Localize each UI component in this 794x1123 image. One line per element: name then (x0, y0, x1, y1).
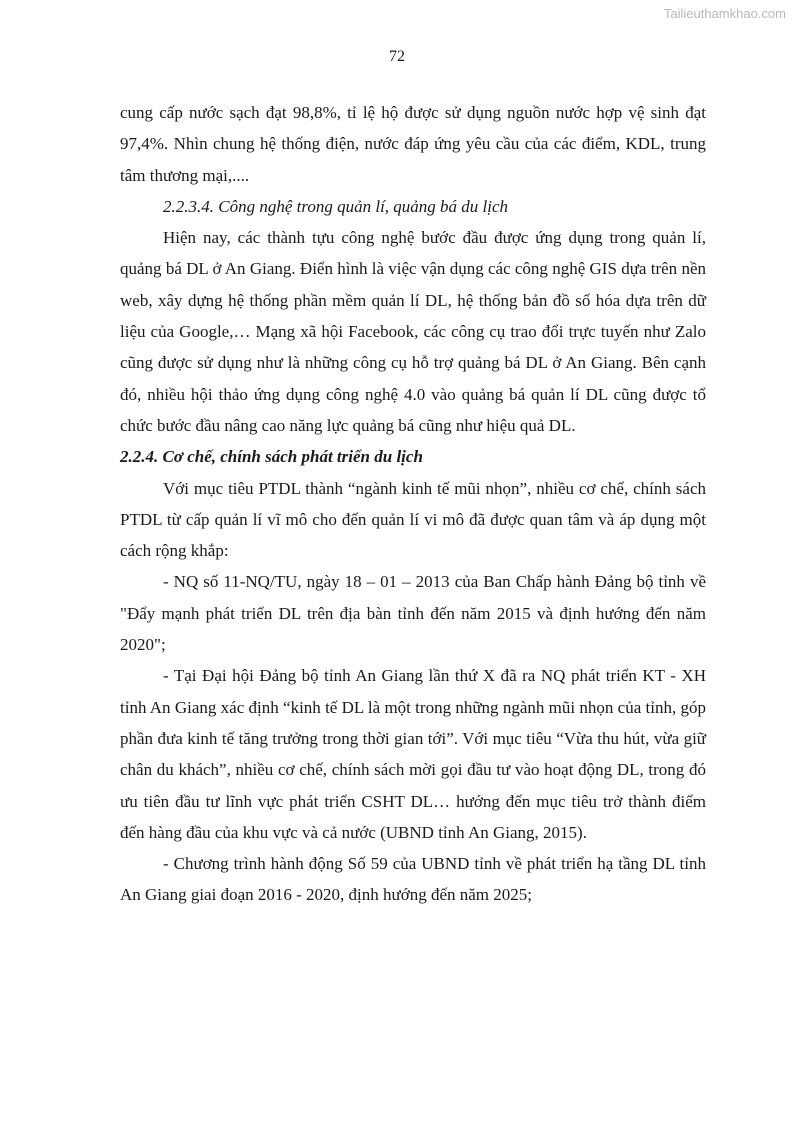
paragraph-policy-intro: Với mục tiêu PTDL thành “ngành kinh tế mũi nhọn”, nhiều cơ chế, chính sách PTDL từ cấp quản lí vĩ mô cho đến quản lí vi mô đã được quan tâm và áp dụng một cách rộng khắp: (120, 478, 706, 561)
paragraph-technology: Hiện nay, các thành tựu công nghệ bước đầu được ứng dụng trong quản lí, quảng bá DL ở An Giang. Điển hình là việc vận dụng các công nghệ GIS dựa trên nền web, xây dựng hệ thống phần mềm quản lí DL, hệ thống bản đồ số hóa dựa trên dữ liệu của Google,… Mạng xã hội Facebook, các công cụ trao đổi trực tuyến như Zalo cũng được sử dụng như là những công cụ hỗ trợ quảng bá DL ở An Giang. Bên cạnh đó, nhiều hội thảo ứng dụng công nghệ 4.0 vào quảng bá quản lí DL cũng được tổ chức bước đầu nâng cao năng lực quảng bá cũng như hiệu quả DL. (120, 228, 706, 435)
list-item-resolution: - NQ số 11-NQ/TU, ngày 18 – 01 – 2013 của Ban Chấp hành Đảng bộ tỉnh về "Đẩy mạnh phát triển DL trên địa bàn tỉnh đến năm 2015 và định hướng đến năm 2020"; (120, 572, 706, 655)
subsection-heading-technology: 2.2.3.4. Công nghệ trong quản lí, quảng bá du lịch (163, 196, 509, 216)
page-number: 72 (389, 48, 405, 65)
paragraph-utilities: cung cấp nước sạch đạt 98,8%, tỉ lệ hộ được sử dụng nguồn nước hợp vệ sinh đạt 97,4%. Nhìn chung hệ thống điện, nước đáp ứng yêu cầu của các điểm, KDL, trung tâm thương mại,.... (120, 103, 706, 185)
list-item-action-program: - Chương trình hành động Số 59 của UBND tỉnh về phát triển hạ tầng DL tỉnh An Giang giai đoạn 2016 - 2020, định hướng đến năm 2025; (120, 854, 706, 905)
document-body (120, 97, 706, 911)
section-heading-policy: 2.2.4. Cơ chế, chính sách phát triển du lịch (120, 447, 423, 467)
watermark: Tailieuthamkhao.com (663, 6, 786, 21)
list-item-congress: - Tại Đại hội Đảng bộ tỉnh An Giang lần thứ X đã ra NQ phát triển KT - XH tỉnh An Giang xác định “kinh tế DL là một trong những ngành mũi nhọn của tỉnh, góp phần đưa kinh tế tăng trưởng trong thời gian tới”. Với mục tiêu “Vừa thu hút, vừa giữ chân du khách”, nhiều cơ chế, chính sách mời gọi đầu tư vào hoạt động DL, trong đó ưu tiên đầu tư lĩnh vực phát triển CSHT DL… hướng đến mục tiêu trở thành điểm đến hàng đầu của khu vực và cả nước (UBND tỉnh An Giang, 2015). (120, 666, 706, 842)
